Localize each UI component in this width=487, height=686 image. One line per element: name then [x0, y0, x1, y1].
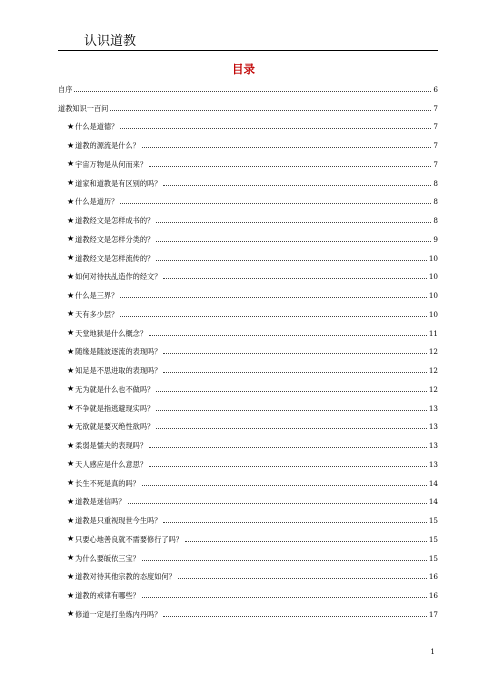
star-bullet-icon: ★ — [67, 440, 75, 450]
toc-entry[interactable] — [58, 211, 438, 230]
toc-entry[interactable] — [58, 305, 438, 324]
toc-entry[interactable] — [58, 493, 438, 512]
toc-entry-page: 15 — [428, 534, 438, 544]
toc-entry[interactable] — [58, 511, 438, 530]
toc-entry[interactable] — [58, 99, 438, 118]
dot-leader — [163, 278, 426, 279]
toc-entry-label: 道教经文是怎样分类的？ — [75, 234, 155, 244]
toc-entry-label: 道家和道教是有区别的吗？ — [75, 178, 162, 188]
dot-leader — [110, 110, 431, 111]
dot-leader — [120, 128, 431, 129]
toc-entry-page: 10 — [428, 253, 438, 263]
dot-leader — [163, 185, 431, 186]
dot-leader — [185, 541, 427, 542]
star-bullet-icon: ★ — [67, 403, 75, 413]
toc-entry-label: 只要心地善良就不需要修行了吗？ — [75, 534, 183, 544]
table-of-contents — [58, 80, 438, 624]
star-bullet-icon: ★ — [67, 478, 75, 488]
toc-entry[interactable] — [58, 249, 438, 268]
dot-leader — [156, 241, 431, 242]
star-bullet-icon: ★ — [67, 534, 75, 544]
star-bullet-icon: ★ — [67, 290, 75, 300]
toc-entry-page: 15 — [428, 553, 438, 563]
star-bullet-icon: ★ — [67, 121, 75, 131]
toc-entry[interactable] — [58, 286, 438, 305]
toc-entry[interactable] — [58, 455, 438, 474]
dot-leader — [156, 428, 427, 429]
toc-entry-page: 8 — [433, 197, 438, 207]
toc-entry[interactable] — [58, 549, 438, 568]
toc-entry-page: 6 — [433, 84, 438, 94]
star-bullet-icon: ★ — [67, 271, 75, 281]
toc-entry-label: 自序 — [58, 84, 73, 94]
toc-entry-label: 什么是三界？ — [75, 291, 119, 301]
toc-entry-label: 天人感应是什么意思？ — [75, 459, 148, 469]
dot-leader — [74, 91, 431, 92]
page-number: 1 — [430, 647, 435, 656]
toc-entry-label: 不争就是指逃避现实吗？ — [75, 403, 155, 413]
toc-entry-page: 7 — [433, 141, 438, 151]
star-bullet-icon: ★ — [67, 178, 75, 188]
header-divider — [58, 50, 438, 51]
toc-entry-page: 17 — [428, 609, 438, 619]
toc-entry-page: 10 — [428, 291, 438, 301]
toc-entry[interactable] — [58, 155, 438, 174]
star-bullet-icon: ★ — [67, 309, 75, 319]
document-header-title: 认识道教 — [84, 34, 137, 49]
toc-entry-page: 16 — [428, 572, 438, 582]
toc-entry-page: 13 — [428, 403, 438, 413]
toc-entry-page: 14 — [428, 497, 438, 507]
dot-leader — [120, 316, 427, 317]
toc-entry-label: 道教的源流是什么？ — [75, 141, 140, 151]
toc-entry-label: 天有多少层？ — [75, 309, 119, 319]
dot-leader — [156, 260, 427, 261]
toc-entry-page: 14 — [428, 478, 438, 488]
dot-leader — [178, 578, 427, 579]
star-bullet-icon: ★ — [67, 159, 75, 169]
toc-entry-page: 7 — [433, 122, 438, 132]
dot-leader — [156, 410, 427, 411]
toc-entry[interactable] — [58, 80, 438, 99]
dot-leader — [142, 560, 427, 561]
toc-entry[interactable] — [58, 324, 438, 343]
star-bullet-icon: ★ — [67, 459, 75, 469]
toc-entry-page: 8 — [433, 216, 438, 226]
toc-entry-label: 为什么要皈依三宝？ — [75, 553, 140, 563]
dot-leader — [156, 222, 431, 223]
dot-leader — [142, 147, 432, 148]
toc-entry-label: 道教对待其他宗教的态度如何？ — [75, 572, 176, 582]
toc-entry[interactable] — [58, 399, 438, 418]
toc-entry-label: 道教经文是怎样流传的？ — [75, 253, 155, 263]
toc-entry[interactable] — [58, 193, 438, 212]
dot-leader — [163, 372, 426, 373]
toc-title: 目录 — [232, 62, 255, 76]
toc-entry-page: 12 — [428, 384, 438, 394]
toc-entry-label: 什么是道历？ — [75, 197, 119, 207]
star-bullet-icon: ★ — [67, 590, 75, 600]
toc-entry[interactable] — [58, 418, 438, 437]
dot-leader — [120, 203, 431, 204]
toc-entry[interactable] — [58, 586, 438, 605]
dot-leader — [163, 616, 426, 617]
toc-entry[interactable] — [58, 605, 438, 624]
star-bullet-icon: ★ — [67, 234, 75, 244]
toc-entry[interactable] — [58, 530, 438, 549]
toc-entry-page: 15 — [428, 516, 438, 526]
dot-leader — [120, 297, 427, 298]
star-bullet-icon: ★ — [67, 421, 75, 431]
dot-leader — [149, 335, 427, 336]
dot-leader — [142, 485, 427, 486]
toc-entry-label: 宇宙万物是从何而来？ — [75, 159, 148, 169]
toc-entry-page: 16 — [428, 591, 438, 601]
toc-entry-page: 12 — [428, 347, 438, 357]
toc-entry-page: 13 — [428, 422, 438, 432]
star-bullet-icon: ★ — [67, 253, 75, 263]
toc-entry-label: 道教的戒律有哪些？ — [75, 591, 140, 601]
star-bullet-icon: ★ — [67, 609, 75, 619]
star-bullet-icon: ★ — [67, 515, 75, 525]
toc-entry[interactable] — [58, 230, 438, 249]
toc-entry-page: 10 — [428, 309, 438, 319]
toc-entry-page: 13 — [428, 441, 438, 451]
toc-entry-label: 无欲就是要灭绝性欲吗？ — [75, 422, 155, 432]
star-bullet-icon: ★ — [67, 496, 75, 506]
toc-entry-label: 无为就是什么也不做吗？ — [75, 384, 155, 394]
toc-entry-label: 道教是迷信吗？ — [75, 497, 126, 507]
toc-entry[interactable] — [58, 568, 438, 587]
dot-leader — [128, 503, 427, 504]
toc-entry[interactable] — [58, 136, 438, 155]
toc-entry-label: 道教经文是怎样成书的？ — [75, 216, 155, 226]
toc-entry[interactable] — [58, 474, 438, 493]
toc-entry-page: 10 — [428, 272, 438, 282]
star-bullet-icon: ★ — [67, 140, 75, 150]
toc-entry-page: 11 — [428, 328, 438, 338]
star-bullet-icon: ★ — [67, 196, 75, 206]
toc-entry-label: 知足是不思进取的表现吗？ — [75, 366, 162, 376]
toc-entry-label: 如何对待扶乩造作的经文？ — [75, 272, 162, 282]
toc-entry-label: 长生不死是真的吗？ — [75, 478, 140, 488]
dot-leader — [149, 466, 427, 467]
star-bullet-icon: ★ — [67, 215, 75, 225]
toc-entry-page: 7 — [433, 103, 438, 113]
star-bullet-icon: ★ — [67, 328, 75, 338]
star-bullet-icon: ★ — [67, 365, 75, 375]
toc-entry-label: 道教知识一百问 — [58, 103, 109, 113]
toc-entry[interactable] — [58, 343, 438, 362]
dot-leader — [156, 391, 427, 392]
dot-leader — [149, 166, 431, 167]
toc-entry-page: 9 — [433, 234, 438, 244]
dot-leader — [163, 353, 426, 354]
toc-entry[interactable] — [58, 361, 438, 380]
toc-entry-label: 天堂地狱是什么概念？ — [75, 328, 148, 338]
dot-leader — [149, 447, 427, 448]
toc-entry-label: 修道一定是打坐炼内丹吗？ — [75, 609, 162, 619]
toc-entry-label: 道教是只重视现世今生吗？ — [75, 516, 162, 526]
toc-entry-label: 柔弱是懦夫的表现吗？ — [75, 441, 148, 451]
toc-entry-label: 什么是道德？ — [75, 122, 119, 132]
toc-entry-page: 7 — [433, 159, 438, 169]
toc-entry[interactable] — [58, 118, 438, 137]
star-bullet-icon: ★ — [67, 346, 75, 356]
dot-leader — [142, 597, 427, 598]
toc-entry[interactable] — [58, 174, 438, 193]
toc-entry-page: 12 — [428, 366, 438, 376]
star-bullet-icon: ★ — [67, 384, 75, 394]
toc-entry[interactable] — [58, 268, 438, 287]
dot-leader — [163, 522, 426, 523]
toc-entry-page: 13 — [428, 459, 438, 469]
toc-entry-label: 随缘是随波逐流的表现吗？ — [75, 347, 162, 357]
star-bullet-icon: ★ — [67, 553, 75, 563]
star-bullet-icon: ★ — [67, 571, 75, 581]
toc-entry-page: 8 — [433, 178, 438, 188]
toc-entry[interactable] — [58, 436, 438, 455]
toc-entry[interactable] — [58, 380, 438, 399]
